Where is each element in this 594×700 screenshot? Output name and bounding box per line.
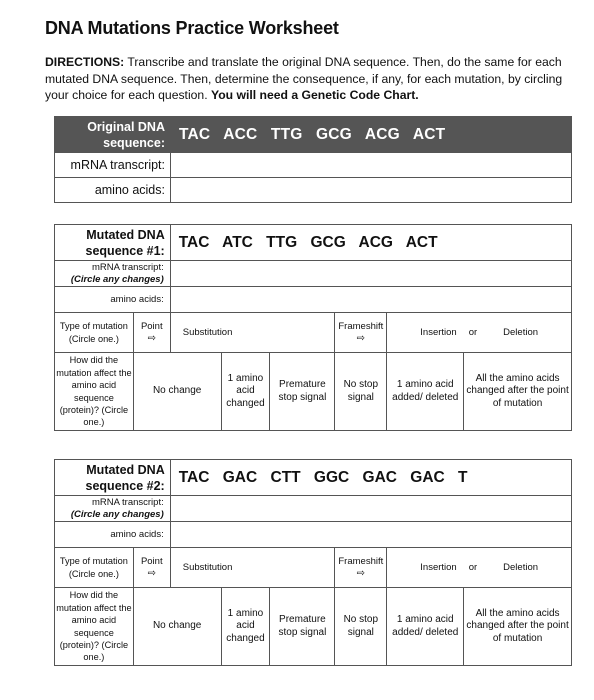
option-one-amino-acid-changed[interactable]: 1 amino acid changed (221, 353, 270, 431)
mrna-label-text: mRNA transcript: (91, 261, 164, 273)
arrow-right-icon: ⇨ (147, 567, 156, 579)
directions (45, 54, 565, 104)
option-substitution[interactable]: Substitution (170, 313, 335, 353)
insertion-or-deletion (387, 548, 572, 588)
mrna-label-text: mRNA transcript: (91, 496, 164, 508)
directions-label: DIRECTIONS: (45, 55, 125, 69)
or-text: or (468, 561, 478, 573)
type-of-mutation-label: Type of mutation (Circle one.) (55, 548, 134, 588)
option-insertion[interactable]: Insertion (420, 326, 457, 338)
option-insertion[interactable]: Insertion (420, 561, 457, 573)
amino-acids-label: amino acids: (55, 287, 171, 313)
frameshift-label: Frameshift (338, 555, 384, 567)
point-label: Point (140, 555, 163, 567)
option-amino-acid-added-deleted[interactable]: 1 amino acid added/ deleted (387, 588, 464, 666)
mrna-answer-field[interactable] (171, 153, 572, 178)
option-deletion[interactable]: Deletion (503, 561, 539, 573)
directions-text: Transcribe and translate the original DNA sequence. Then, do the same for each mutated DNA sequence. Then, determine the consequence, if any, for each mutation, by circling your choice for each question. (45, 55, 563, 102)
amino-acids-label: amino acids: (55, 522, 171, 548)
point-label: Point (140, 320, 163, 332)
option-no-change[interactable]: No change (133, 353, 221, 431)
amino-acids-answer-field[interactable] (170, 287, 571, 313)
option-point[interactable] (133, 313, 170, 353)
option-premature-stop[interactable]: Premature stop signal (270, 353, 335, 431)
option-all-changed[interactable]: All the amino acids changed after the point of mutation (464, 588, 572, 666)
mutated-dna-label: Mutated DNA sequence #2: (55, 460, 171, 496)
arrow-right-icon: ⇨ (356, 567, 366, 579)
arrow-right-icon: ⇨ (147, 332, 156, 344)
arrow-right-icon: ⇨ (356, 332, 366, 344)
directions-bold-note: You will need a Genetic Code Chart. (210, 88, 419, 102)
circle-changes-note: (Circle any changes) (70, 508, 164, 520)
option-deletion[interactable]: Deletion (503, 326, 539, 338)
mutation-table-1 (54, 224, 572, 431)
page-title: DNA Mutations Practice Worksheet (45, 18, 339, 38)
mrna-label: mRNA transcript: (55, 153, 171, 178)
option-frameshift[interactable] (335, 313, 387, 353)
amino-acids-label: amino acids: (55, 178, 171, 203)
mutated-dna-sequence: TAC GAC CTT GGC GAC GAC T (170, 460, 571, 496)
original-sequence-table (54, 116, 572, 203)
amino-acids-answer-field[interactable] (170, 522, 571, 548)
option-no-change[interactable]: No change (133, 588, 221, 666)
original-dna-label: Original DNA sequence: (55, 117, 171, 153)
option-one-amino-acid-changed[interactable]: 1 amino acid changed (221, 588, 270, 666)
amino-acids-answer-field[interactable] (171, 178, 572, 203)
frameshift-label: Frameshift (338, 320, 384, 332)
mutation-affect-label: How did the mutation affect the amino acid sequence (protein)? (Circle one.) (55, 588, 134, 666)
circle-changes-note: (Circle any changes) (70, 273, 164, 285)
mutation-affect-label: How did the mutation affect the amino acid sequence (protein)? (Circle one.) (55, 353, 134, 431)
mrna-answer-field[interactable] (170, 496, 571, 522)
mrna-label (55, 496, 171, 522)
option-premature-stop[interactable]: Premature stop signal (270, 588, 335, 666)
type-of-mutation-label: Type of mutation (Circle one.) (55, 313, 134, 353)
option-point[interactable] (133, 548, 170, 588)
mutated-dna-sequence: TAC ATC TTG GCG ACG ACT (170, 225, 571, 261)
mrna-label (55, 261, 171, 287)
option-substitution[interactable]: Substitution (170, 548, 335, 588)
original-dna-sequence: TAC ACC TTG GCG ACG ACT (171, 117, 572, 153)
option-no-stop[interactable]: No stop signal (335, 588, 387, 666)
mutated-dna-label: Mutated DNA sequence #1: (55, 225, 171, 261)
mutation-table-2 (54, 459, 572, 666)
insertion-or-deletion (387, 313, 572, 353)
option-all-changed[interactable]: All the amino acids changed after the point of mutation (464, 353, 572, 431)
mrna-answer-field[interactable] (170, 261, 571, 287)
option-frameshift[interactable] (335, 548, 387, 588)
option-amino-acid-added-deleted[interactable]: 1 amino acid added/ deleted (387, 353, 464, 431)
option-no-stop[interactable]: No stop signal (335, 353, 387, 431)
or-text: or (468, 326, 478, 338)
